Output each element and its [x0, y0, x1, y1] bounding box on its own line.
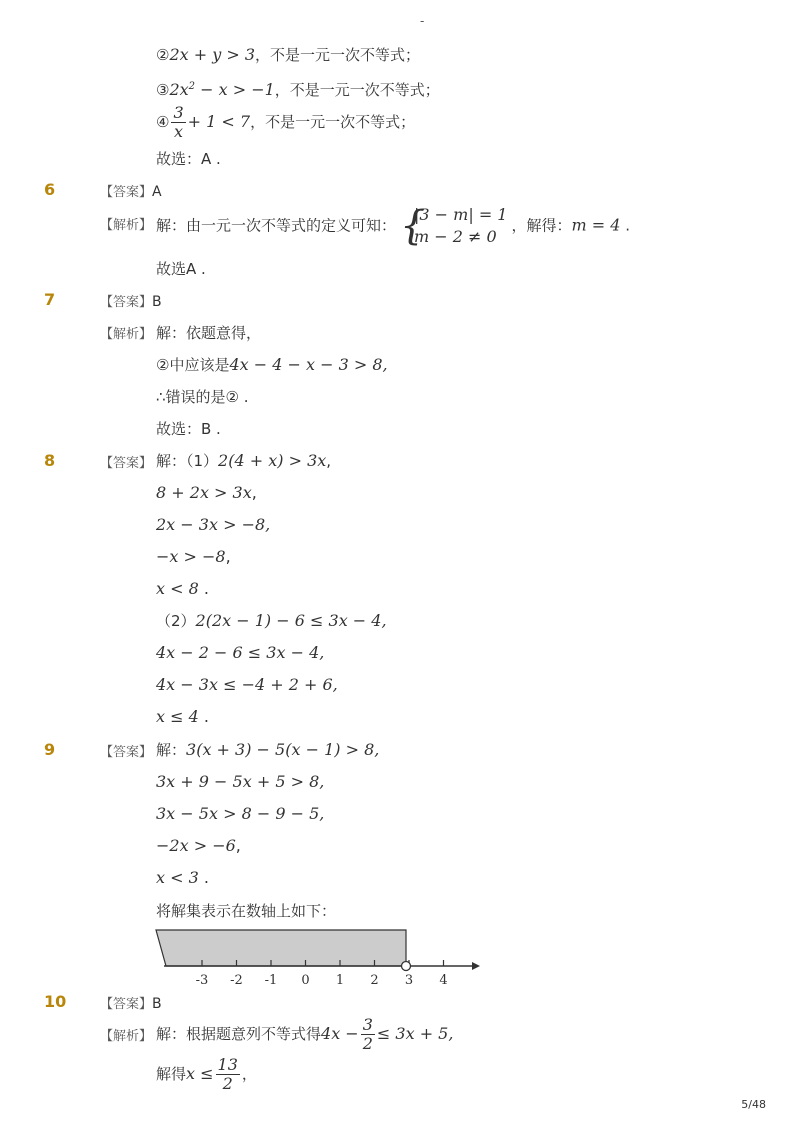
axis-tick-label: 1	[335, 973, 345, 988]
number-line	[150, 922, 490, 992]
axis-tick-label: 2	[370, 973, 379, 988]
answer-tag: 【答案】	[100, 456, 153, 471]
q9-line-1: 解：3(x + 3) − 5(x − 1) > 8,	[156, 740, 380, 759]
q5-line-5: 故选：A .	[156, 150, 221, 168]
answer-tag: 【答案】A	[100, 184, 162, 200]
solution-shade	[156, 930, 406, 966]
q9-line-6: 将解集表示在数轴上如下：	[156, 902, 337, 920]
q6-line-1: 解：由一元一次不等式的定义可知： { |3 − m| = 1 m − 2 ≠ 0 ，解得：m = 4 .	[156, 203, 630, 249]
q7-line-1: 解：依题意得，	[156, 324, 262, 342]
q5-line-3: $③2x^2 - x > -1$，不是一元一次不等式；	[156, 80, 440, 99]
axis-tick-label: -2	[230, 973, 243, 988]
axis-tick-label: 4	[439, 973, 448, 988]
equation-system: { |3 − m| = 1 m − 2 ≠ 0	[400, 203, 508, 249]
q8-line-3: 2x − 3x > −8,	[156, 515, 271, 534]
q9-line-5: x < 3 .	[156, 868, 209, 887]
question-number: 6	[44, 180, 56, 199]
question-number: 9	[44, 740, 56, 759]
q5-line-2: ②2x + y > 3，不是一元一次不等式；	[156, 45, 421, 64]
q9-line-2: 3x + 9 − 5x + 5 > 8,	[156, 772, 325, 791]
open-endpoint	[402, 962, 411, 971]
question-number: 8	[44, 451, 56, 470]
q9-line-4: −2x > −6,	[156, 836, 241, 855]
question-number: 7	[44, 290, 56, 309]
axis-tick-label: -3	[195, 973, 209, 988]
axis-arrow	[472, 962, 480, 970]
q9-line-3: 3x − 5x > 8 − 9 − 5,	[156, 804, 325, 823]
q8-line-6: （2）2(2x − 1) − 6 ≤ 3x − 4,	[156, 611, 387, 630]
axis-tick-label: 0	[301, 973, 310, 988]
q8-line-9: x ≤ 4 .	[156, 707, 209, 726]
axis-tick-label: 3	[404, 973, 414, 988]
analysis-tag: 【解析】	[100, 1029, 153, 1044]
q8-line-5: x < 8 .	[156, 579, 209, 598]
q8-line-2: 8 + 2x > 3x,	[156, 483, 257, 502]
q8-line-4: −x > −8,	[156, 547, 231, 566]
page-number: 5/48	[741, 1098, 766, 1111]
q8-line-8: 4x − 3x ≤ −4 + 2 + 6,	[156, 675, 338, 694]
q8-line-1: 解：（1）2(4 + x) > 3x,	[156, 451, 332, 470]
q6-line-2: 故选A .	[156, 260, 206, 278]
analysis-tag: 【解析】	[100, 327, 153, 342]
answer-tag: 【答案】B	[100, 294, 162, 310]
question-number: 10	[44, 992, 67, 1011]
axis-tick-label: -1	[264, 973, 278, 988]
answer-tag: 【答案】	[100, 745, 153, 760]
answer-tag: 【答案】B	[100, 996, 162, 1012]
q8-line-7: 4x − 2 − 6 ≤ 3x − 4,	[156, 643, 325, 662]
q10-line-2: 解得x ≤ $\frac{13}{2}$ ，	[156, 1055, 257, 1093]
q10-line-1: 解：根据题意列不等式得4x − $\frac{3}{2}$ ≤ 3x + 5,	[156, 1015, 454, 1053]
q7-line-2: ②中应该是4x − 4 − x − 3 > 8,	[156, 355, 388, 374]
analysis-tag: 【解析】	[100, 218, 153, 233]
q5-line-4: ④ $\frac{3}{x}$ + 1 < 7，不是一元一次不等式；	[156, 103, 416, 141]
page-dash: -	[420, 14, 425, 28]
q7-line-4: 故选：B .	[156, 420, 221, 438]
q7-line-3: ∴错误的是② .	[156, 388, 249, 406]
